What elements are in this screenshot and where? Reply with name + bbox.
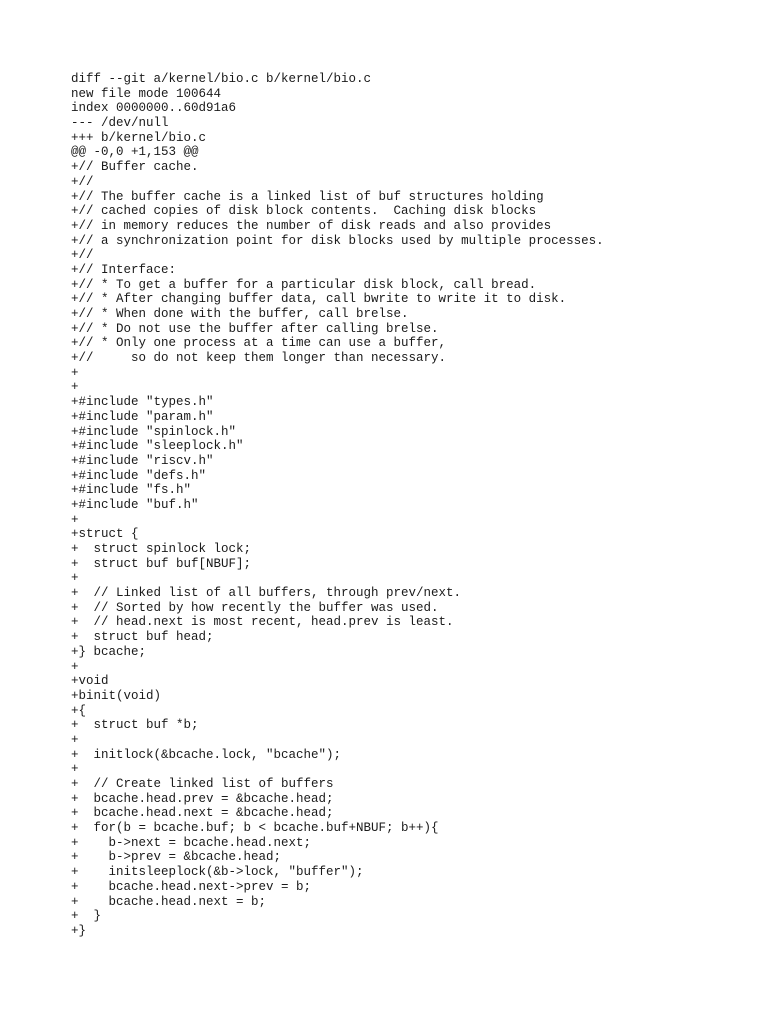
code-line: +#include "riscv.h" bbox=[71, 453, 214, 468]
code-line: + bbox=[71, 659, 79, 674]
code-line: +// * To get a buffer for a particular disk block, call bread. bbox=[71, 277, 537, 292]
code-line: +#include "spinlock.h" bbox=[71, 424, 237, 439]
code-line: + bbox=[71, 380, 79, 395]
code-line: + // head.next is most recent, head.prev is least. bbox=[71, 615, 454, 630]
code-line: + bcache.head.next->prev = b; bbox=[71, 879, 312, 894]
code-line: +} bcache; bbox=[71, 644, 147, 659]
code-line: +// The buffer cache is a linked list of buf structures holding bbox=[71, 189, 544, 204]
code-line: +#include "param.h" bbox=[71, 409, 214, 424]
code-line: + initlock(&bcache.lock, "bcache"); bbox=[71, 747, 342, 762]
code-line: + for(b = bcache.buf; b < bcache.buf+NBUF; b++){ bbox=[71, 821, 439, 836]
code-line: +#include "defs.h" bbox=[71, 468, 207, 483]
code-line: + bcache.head.prev = &bcache.head; bbox=[71, 791, 334, 806]
code-line: + struct buf buf[NBUF]; bbox=[71, 556, 252, 571]
code-line: +++ b/kernel/bio.c bbox=[71, 130, 207, 145]
code-line: diff --git a/kernel/bio.c b/kernel/bio.c bbox=[71, 72, 372, 86]
code-line: + bbox=[71, 762, 79, 777]
code-line: +} bbox=[71, 923, 87, 938]
code-line: +#include "types.h" bbox=[71, 395, 214, 410]
code-line: + struct buf head; bbox=[71, 630, 214, 645]
code-line: --- /dev/null bbox=[71, 116, 169, 131]
code-line: +#include "buf.h" bbox=[71, 497, 199, 512]
code-line: +// bbox=[71, 174, 94, 189]
code-line: + // Sorted by how recently the buffer was used. bbox=[71, 600, 439, 615]
code-line: +// bbox=[71, 248, 94, 263]
code-line: @@ -0,0 +1,153 @@ bbox=[71, 145, 199, 160]
code-line: +void bbox=[71, 674, 109, 689]
code-line: +// Interface: bbox=[71, 262, 177, 277]
code-line: +// Buffer cache. bbox=[71, 160, 199, 175]
code-line: +#include "sleeplock.h" bbox=[71, 439, 244, 454]
code-line: + struct buf *b; bbox=[71, 718, 199, 733]
code-line: +// a synchronization point for disk blocks used by multiple processes. bbox=[71, 233, 604, 248]
code-line: +// cached copies of disk block contents. Caching disk blocks bbox=[71, 204, 537, 219]
code-line: + // Linked list of all buffers, through prev/next. bbox=[71, 586, 462, 601]
code-line: +// so do not keep them longer than necessary. bbox=[71, 351, 447, 366]
code-line: new file mode 100644 bbox=[71, 86, 222, 101]
code-line: + } bbox=[71, 909, 102, 924]
code-line: + bbox=[71, 732, 79, 747]
code-line: + struct spinlock lock; bbox=[71, 542, 252, 556]
code-line: +// * Only one process at a time can use a buffer, bbox=[71, 336, 447, 351]
code-line: + bbox=[71, 512, 79, 527]
code-line: + bbox=[71, 571, 79, 586]
code-line: +// * After changing buffer data, call bwrite to write it to disk. bbox=[71, 292, 567, 307]
code-line: + bcache.head.next = b; bbox=[71, 894, 267, 909]
code-line: + bbox=[71, 365, 79, 380]
code-line: +binit(void) bbox=[71, 688, 162, 703]
code-line: +struct { bbox=[71, 527, 139, 542]
code-line: + b->next = bcache.head.next; bbox=[71, 835, 312, 850]
code-line: +// in memory reduces the number of disk reads and also provides bbox=[71, 218, 552, 233]
code-line: + bcache.head.next = &bcache.head; bbox=[71, 806, 334, 821]
code-line: +// * Do not use the buffer after calling brelse. bbox=[71, 321, 439, 336]
code-line: + initsleeplock(&b->lock, "buffer"); bbox=[71, 865, 364, 880]
code-line: +{ bbox=[71, 703, 87, 718]
code-line: +// * When done with the buffer, call brelse. bbox=[71, 307, 409, 321]
diff-code-block bbox=[71, 72, 604, 939]
code-line: index 0000000..60d91a6 bbox=[71, 101, 237, 116]
code-line: + // Create linked list of buffers bbox=[71, 777, 334, 791]
code-line: +#include "fs.h" bbox=[71, 483, 192, 498]
code-line: + b->prev = &bcache.head; bbox=[71, 850, 282, 865]
